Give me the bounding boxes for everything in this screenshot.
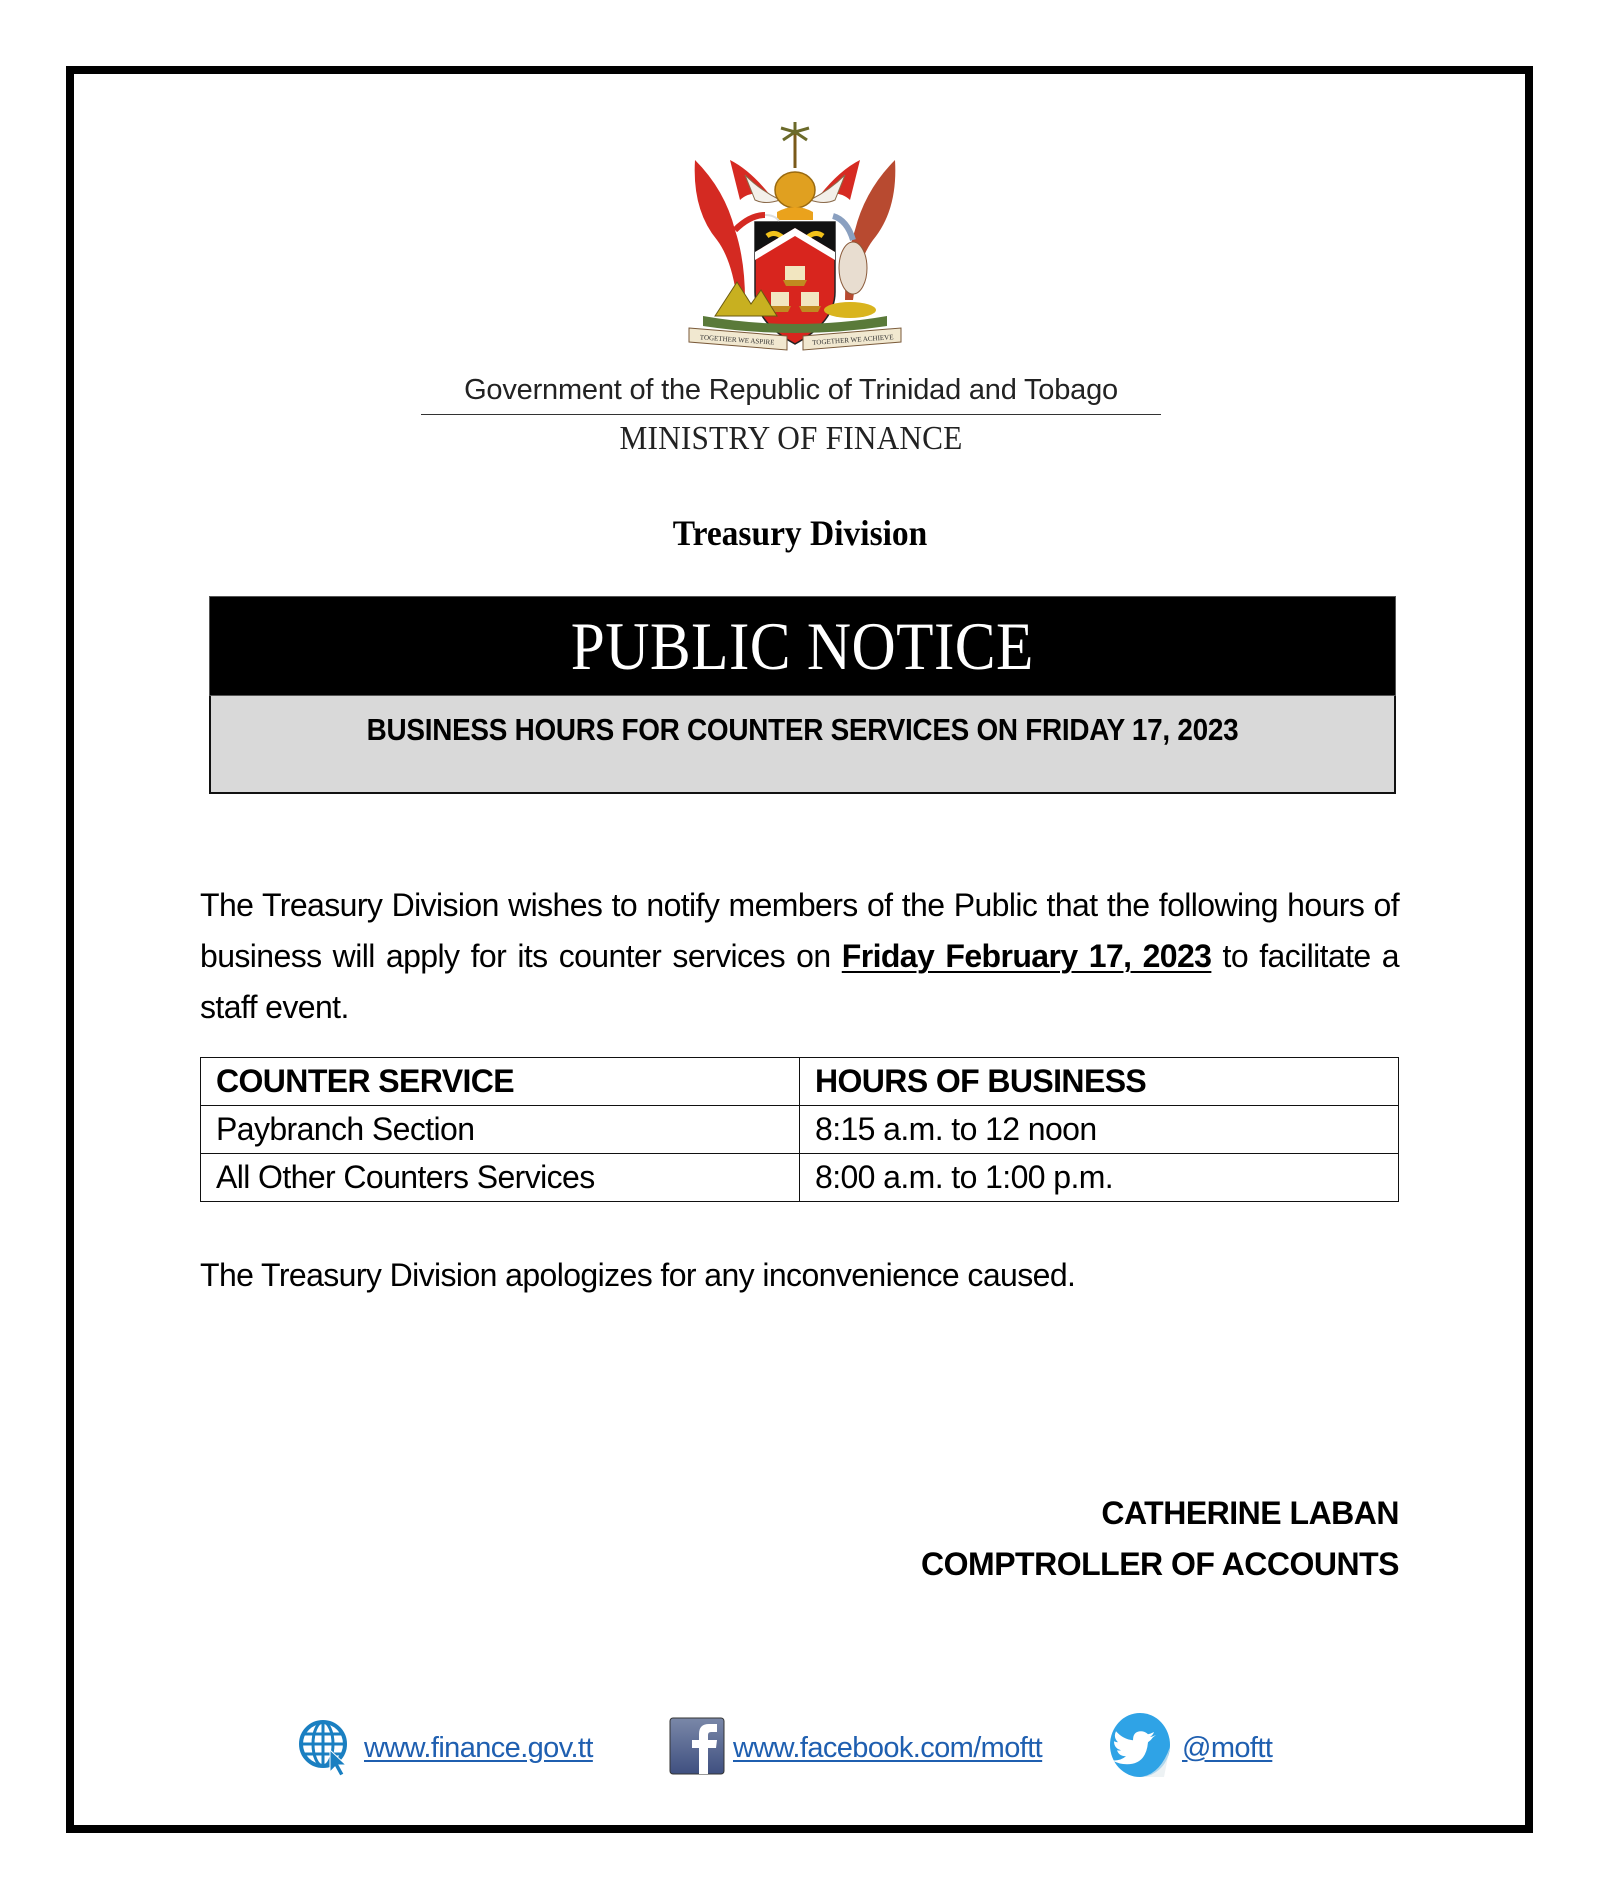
twitter-link[interactable]: @moftt	[1182, 1731, 1273, 1764]
facebook-link-group	[669, 1713, 1042, 1783]
footer-contact-links	[296, 1713, 1296, 1783]
website-link-group	[296, 1713, 593, 1783]
website-link[interactable]: www.finance.gov.tt	[364, 1731, 593, 1764]
twitter-icon	[1108, 1711, 1174, 1786]
intro-text: The Treasury Division wishes to notify members of the Public that the following hours of business will apply for its counter services on	[200, 887, 1399, 974]
twitter-link-group	[1108, 1713, 1272, 1783]
event-date: Friday February 17, 2023	[841, 938, 1212, 974]
division-title: Treasury Division	[672, 513, 928, 553]
business-hours-table	[200, 1057, 1399, 1202]
letterhead-divider	[421, 414, 1161, 415]
public-notice-banner	[209, 596, 1396, 696]
signature-block	[921, 1488, 1399, 1590]
counter-service-cell: Paybranch Section	[201, 1106, 800, 1154]
svg-text:TOGETHER WE ACHIEVE: TOGETHER WE ACHIEVE	[811, 333, 894, 347]
notice-subject: BUSINESS HOURS FOR COUNTER SERVICES ON FRIDAY 17, 2023	[366, 712, 1239, 747]
column-header-counter-service: COUNTER SERVICE	[201, 1058, 800, 1106]
hours-cell: 8:00 a.m. to 1:00 p.m.	[800, 1154, 1399, 1202]
notice-subject-box	[209, 696, 1396, 794]
signatory-title: COMPTROLLER OF ACCOUNTS	[921, 1546, 1399, 1582]
svg-text:TOGETHER WE ASPIRE: TOGETHER WE ASPIRE	[699, 333, 775, 347]
government-title: Government of the Republic of Trinidad and Tobago	[464, 374, 1118, 406]
table-row	[201, 1154, 1399, 1202]
hours-cell: 8:15 a.m. to 12 noon	[800, 1106, 1399, 1154]
facebook-icon	[669, 1717, 725, 1780]
table-row	[201, 1106, 1399, 1154]
intro-paragraph	[200, 880, 1399, 1033]
coat-of-arms-icon	[675, 120, 915, 352]
counter-service-cell: All Other Counters Services	[201, 1154, 800, 1202]
globe-cursor-icon	[296, 1714, 356, 1783]
table-header-row	[201, 1058, 1399, 1106]
banner-title: PUBLIC NOTICE	[570, 607, 1035, 684]
ministry-title: MINISTRY OF FINANCE	[619, 420, 963, 457]
intro-text-end: to facilitate a staff event.	[200, 938, 1400, 1025]
apology-paragraph: The Treasury Division apologizes for any inconvenience caused.	[200, 1257, 1076, 1293]
facebook-link[interactable]: www.facebook.com/moftt	[733, 1731, 1043, 1764]
column-header-hours: HOURS OF BUSINESS	[800, 1058, 1399, 1106]
signatory-name: CATHERINE LABAN	[1101, 1495, 1399, 1531]
letterhead	[421, 120, 1161, 460]
